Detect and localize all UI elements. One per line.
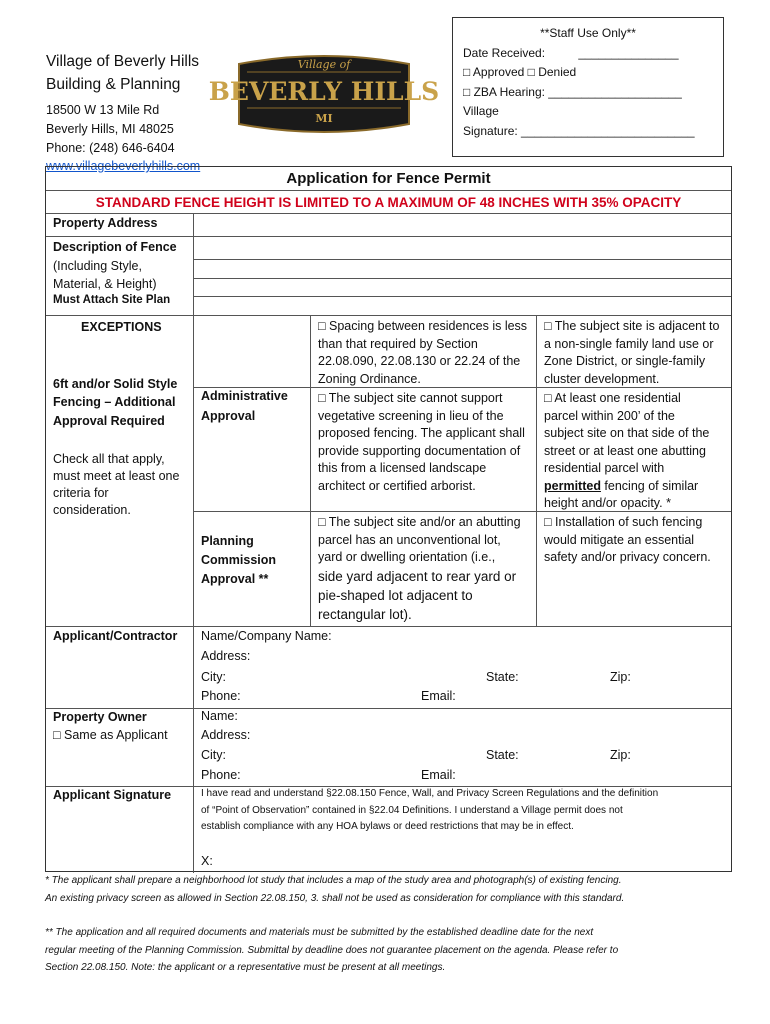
criterion-residential-line: subject site on that side of the (544, 426, 710, 440)
description-input-1[interactable] (194, 237, 732, 259)
same-as-applicant-checkbox[interactable]: □ Same as Applicant (53, 728, 168, 742)
logo-top-text: Village of (297, 58, 351, 71)
exceptions-note-3: criteria for (53, 486, 109, 500)
applicant-city-field[interactable]: City: (201, 670, 226, 684)
planning-approval-label-3: Approval ** (201, 572, 269, 586)
footnote-2-line-2: regular meeting of the Planning Commission. Submittal by deadline does not guarantee placement on the agenda. Please refer to (45, 944, 619, 956)
criterion-lot-line: rectangular lot). (318, 606, 412, 622)
criterion-safety-line: would mitigate an essential (544, 532, 695, 547)
criterion-residential-after: fencing of similar (600, 478, 699, 493)
administrative-approval-label-1: Administrative (201, 389, 288, 403)
footnote-1-line-2: An existing privacy screen as allowed in Section 22.08.150, 3. shall not be used as consideration for compliance with this standard. (45, 892, 625, 904)
owner-address-field[interactable]: Address: (201, 728, 251, 742)
signature-statement-line-2: of “Point of Observation” contained in §22.04 Definitions. I understand a Village permit does not (201, 805, 623, 816)
applicant-label: Applicant/Contractor (53, 629, 178, 643)
owner-label: Property Owner (53, 710, 147, 724)
criterion-adjacent-line: Zone District, or single-family (544, 354, 706, 368)
criterion-spacing[interactable] (318, 318, 527, 388)
footnote-2-line-3: Section 22.08.150. Note: the applicant or a representative must be present at all meetings. (45, 962, 446, 973)
footnote-1-line-1: * The applicant shall prepare a neighborhood lot study that includes a map of the study area and photograph(s) of existing fencing. (45, 875, 622, 886)
logo-bottom-text: MI (315, 112, 333, 125)
exceptions-note-1: Check all that apply, (53, 452, 165, 466)
height-warning: STANDARD FENCE HEIGHT IS LIMITED TO A MAXIMUM OF 48 INCHES WITH 35% OPACITY (95, 195, 682, 210)
staff-signature-field[interactable]: Signature: __________________________ (463, 123, 695, 138)
owner-zip-field[interactable]: Zip: (610, 748, 631, 762)
criterion-residential-line (544, 478, 709, 496)
owner-name-field[interactable]: Name: (201, 709, 238, 723)
description-input-4[interactable] (194, 297, 732, 315)
applicant-phone-field[interactable]: Phone: (201, 689, 241, 703)
description-sub-2: Material, & Height) (53, 277, 157, 291)
owner-state-field[interactable]: State: (486, 748, 519, 762)
description-input-3[interactable] (194, 279, 732, 296)
criterion-lot-line: side yard adjacent to rear yard or (318, 568, 517, 584)
criterion-adjacent-line: a non-single family land use or (544, 336, 714, 351)
criterion-safety-privacy[interactable] (544, 514, 711, 567)
applicant-name-field[interactable]: Name/Company Name: (201, 629, 332, 643)
date-received-field[interactable]: Date Received: _______________ (463, 45, 679, 60)
criterion-residential-line: parcel within 200’ of the (544, 408, 675, 423)
phone-number: Phone: (248) 646-6404 (46, 141, 175, 155)
criterion-residential-line: street or at least one abutting (544, 443, 706, 458)
footnote-1 (45, 872, 735, 907)
exceptions-sub-2: Fencing – Additional (53, 395, 176, 409)
criterion-vegetative-line: provide supporting documentation of (318, 443, 521, 458)
applicant-state-field[interactable]: State: (486, 670, 519, 684)
criterion-vegetative-screening[interactable] (318, 390, 525, 495)
criterion-vegetative-line: proposed fencing. The applicant shall (318, 426, 525, 440)
criterion-vegetative-line: vegetative screening in lieu of the (318, 408, 504, 423)
description-sub-1: (Including Style, (53, 259, 142, 273)
site-plan-note: Must Attach Site Plan (53, 294, 171, 306)
exceptions-note-2: must meet at least one (53, 469, 180, 483)
village-logo (208, 50, 440, 138)
planning-approval-label-2: Commission (201, 553, 277, 567)
criterion-lot-line: parcel has an unconventional lot, (318, 532, 501, 547)
administrative-approval-label-2: Approval (201, 409, 256, 423)
property-address-label: Property Address (53, 216, 158, 230)
criterion-lot-line: yard or dwelling orientation (i.e., (318, 550, 496, 564)
footnote-2 (45, 924, 735, 977)
criterion-residential-line: □ At least one residential (544, 391, 681, 405)
criterion-adjacent-line: cluster development. (544, 371, 660, 386)
signature-x-field[interactable]: X: (201, 854, 213, 868)
criterion-residential-line: residential parcel with (544, 461, 665, 475)
address-line-2: Beverly Hills, MI 48025 (46, 122, 174, 136)
staff-box-title: **Staff Use Only** (540, 26, 636, 40)
exceptions-sub-3: Approval Required (53, 414, 165, 428)
applicant-signature-label: Applicant Signature (53, 788, 172, 802)
village-name: Village of Beverly Hills (46, 53, 200, 70)
criterion-spacing-line: 22.08.090, 22.08.130 or 22.24 of the (318, 354, 521, 368)
criterion-spacing-line: Zoning Ordinance. (318, 371, 421, 386)
form-title: Application for Fence Permit (286, 170, 491, 187)
property-address-input[interactable] (194, 214, 732, 236)
criterion-lot-line: pie-shaped lot adjacent to (318, 587, 473, 603)
signature-statement-line-3: establish compliance with any HOA bylaws or deed restrictions that may be in effect. (201, 821, 574, 832)
exceptions-heading: EXCEPTIONS (81, 320, 162, 334)
criterion-vegetative-line: □ The subject site cannot support (318, 391, 503, 405)
description-input-2[interactable] (194, 260, 732, 278)
criterion-adjacent-line: □ The subject site is adjacent to (544, 319, 720, 333)
criterion-safety-line: □ Installation of such fencing (544, 515, 703, 529)
applicant-email-field[interactable]: Email: (421, 689, 456, 703)
criterion-unconventional-lot[interactable] (318, 514, 521, 624)
staff-use-box (452, 17, 724, 157)
exceptions-sub-1: 6ft and/or Solid Style (53, 377, 178, 391)
criterion-adjacent-land-use[interactable] (544, 318, 719, 388)
logo-main-text: BEVERLY HILLS (208, 77, 440, 106)
criterion-vegetative-line: this from a licensed landscape (318, 461, 487, 475)
planning-approval-label-1: Planning (201, 534, 254, 548)
applicant-address-field[interactable]: Address: (201, 649, 251, 663)
criterion-spacing-line: than that required by Section (318, 336, 478, 351)
exceptions-note-4: consideration. (53, 503, 131, 517)
criterion-safety-line: safety and/or privacy concern. (544, 550, 711, 564)
approved-denied-checkboxes[interactable]: □ Approved □ Denied (463, 65, 577, 79)
criterion-residential-line: height and/or opacity. * (544, 496, 671, 510)
criterion-spacing-line: □ Spacing between residences is less (318, 319, 528, 333)
signature-statement-line-1: I have read and understand §22.08.150 Fence, Wall, and Privacy Screen Regulations and the definition (201, 788, 659, 799)
applicant-zip-field[interactable]: Zip: (610, 670, 631, 684)
owner-email-field[interactable]: Email: (421, 768, 456, 782)
owner-city-field[interactable]: City: (201, 748, 226, 762)
fence-permit-form (45, 166, 732, 872)
zba-hearing-field[interactable]: □ ZBA Hearing: ____________________ (463, 84, 682, 99)
address-line-1: 18500 W 13 Mile Rd (46, 103, 160, 117)
owner-phone-field[interactable]: Phone: (201, 768, 241, 782)
criterion-lot-line: □ The subject site and/or an abutting (318, 515, 521, 529)
description-label: Description of Fence (53, 240, 177, 254)
website-link[interactable]: www.villagebeverlyhills.com (46, 159, 201, 173)
permitted-emphasis: permitted (544, 478, 601, 493)
village-label: Village (463, 104, 499, 118)
organization-header (46, 50, 200, 175)
department-name: Building & Planning (46, 76, 181, 93)
criterion-residential-parcel[interactable] (544, 390, 709, 513)
criterion-vegetative-line: architect or certified arborist. (318, 478, 476, 493)
footnote-2-line-1: ** The application and all required documents and materials must be submitted by the established deadline date for the next (45, 927, 594, 938)
